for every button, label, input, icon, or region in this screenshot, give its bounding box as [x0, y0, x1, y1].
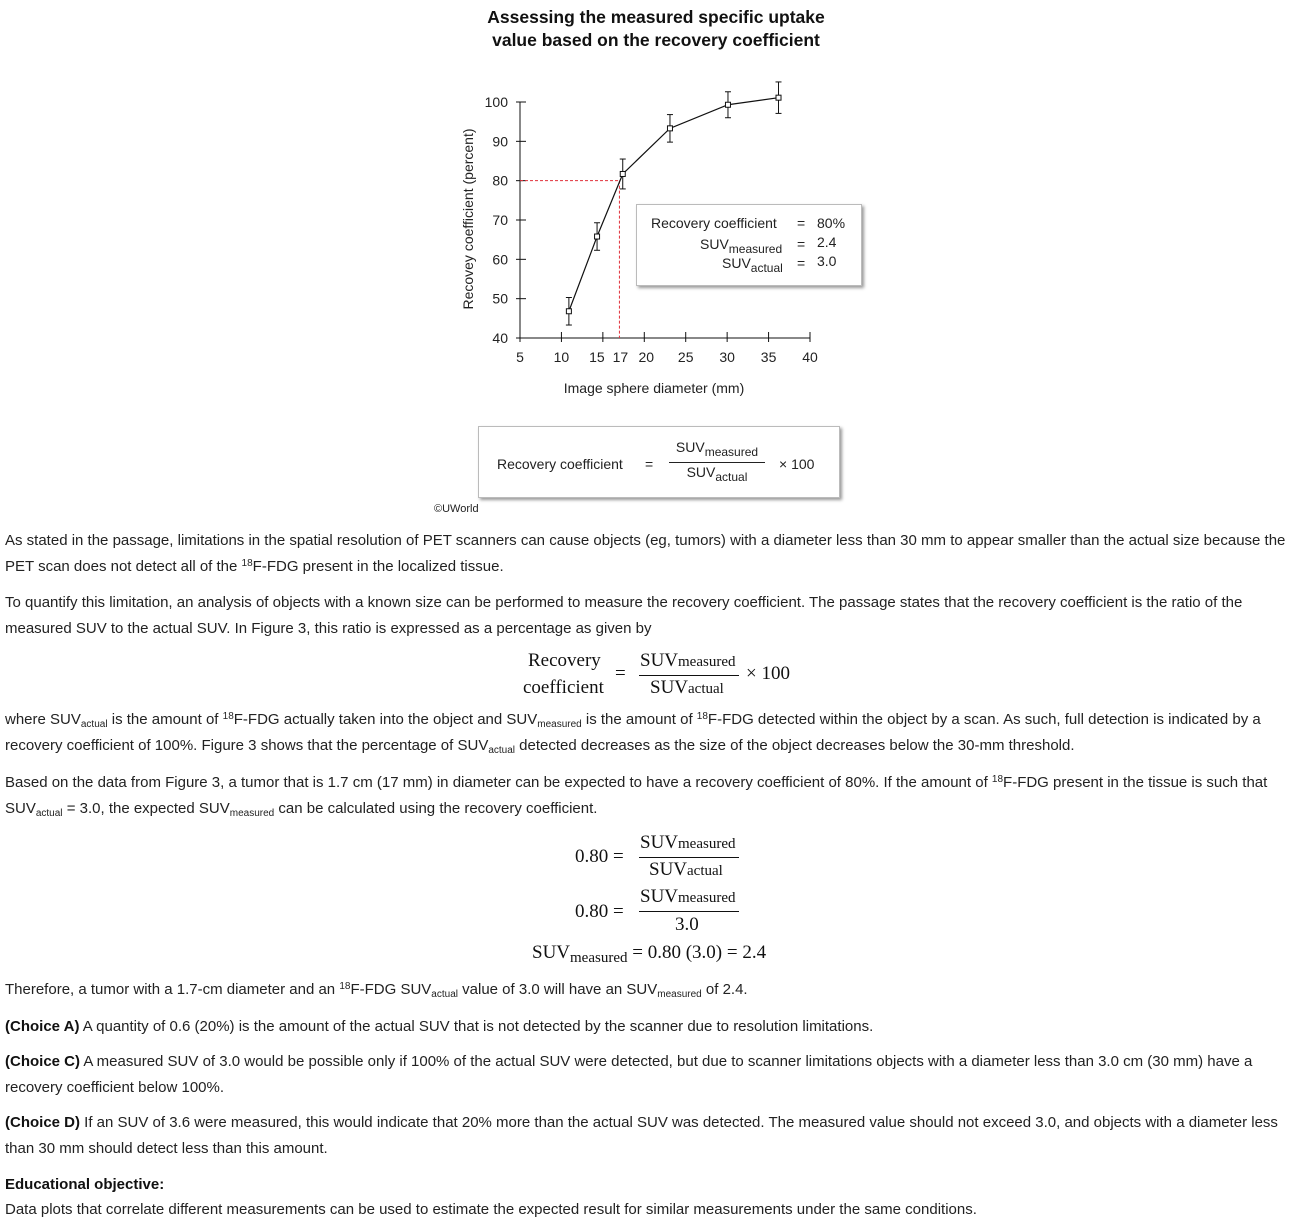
math-num-1: [640, 650, 736, 672]
legend-actual-value: 3.0: [817, 253, 837, 269]
p4-sub-measured: measured: [229, 808, 275, 819]
math-recovery-word: Recovery: [528, 650, 601, 671]
y-tick-label-60: 60: [492, 251, 508, 268]
formula-box: [478, 426, 840, 498]
paragraph-5: [5, 977, 1310, 1003]
y-axis-label: Recovey coefficient (percent): [460, 128, 476, 310]
choice-a-label: (Choice A): [5, 1018, 80, 1035]
chart-title-line2: value based on the recovery coefficient: [492, 30, 820, 50]
m3-suv-num: SUV: [640, 886, 679, 907]
choice-d-label: (Choice D): [5, 1114, 80, 1131]
math-step2-den: 3.0: [675, 914, 699, 935]
objective-text: Data plots that correlate different measurements can be used to estimate the expected result for similar measurements under the same conditions.: [5, 1201, 977, 1218]
p5-c: value of 3.0 will have an SUV: [457, 981, 658, 998]
formula-fraction-bar: [669, 462, 765, 463]
choice-a-text: A quantity of 0.6 (20%) is the amount of the actual SUV that is not detected by the scanner due to resolution limitations.: [79, 1018, 874, 1035]
paragraph-3: [5, 707, 1310, 759]
paragraph-1: [5, 528, 1310, 580]
formula-eq: =: [645, 456, 654, 472]
p3-c: F-FDG actually taken into the object and SUV: [233, 711, 538, 728]
math-result: [532, 942, 766, 964]
legend-suv-measured: [700, 236, 782, 256]
x-tick-label-30: 30: [719, 349, 735, 365]
m4-result: = 0.80 (3.0) = 2.4: [632, 942, 767, 963]
legend-measured-sub: measured: [728, 242, 783, 256]
p5-a: Therefore, a tumor with a 1.7-cm diameter and an: [5, 981, 340, 998]
objective-label: [5, 1172, 1310, 1198]
legend-actual-eq: =: [797, 255, 806, 271]
choice-d-text: If an SUV of 3.6 were measured, this would indicate that 20% more than the actual SUV was detected. The measured value should not exceed 3.0, and objects with a diameter less than 30 mm should detect less than this amount.: [5, 1114, 1278, 1157]
math-step-1: [575, 832, 775, 884]
sup-18: 18: [241, 558, 253, 569]
m4-measured: measured: [570, 950, 628, 966]
x-tick-label-5: 5: [516, 349, 524, 365]
p4-c: = 3.0, the expected SUV: [62, 800, 230, 817]
p3-sub-actual-2: actual: [488, 745, 516, 756]
math-step2-lhs: 0.80 =: [575, 901, 624, 922]
math-den-1: [650, 677, 724, 699]
formula-suv-den: SUV: [686, 464, 716, 480]
choice-a: [5, 1014, 1310, 1040]
m1-suv-den: SUV: [650, 677, 689, 698]
math-recovery-formula: [520, 648, 820, 704]
choice-c: [5, 1049, 1310, 1101]
p1-a: As stated in the passage, limitations in the spatial resolution of PET scanners can cause objects (eg, tumors) with a diameter less than 30 mm to appear smaller than the actual size because the PET scan does not detect all of the: [5, 532, 1286, 575]
p3-f: detected decreases as the size of the object decreases below the 30-mm threshold.: [515, 737, 1075, 754]
math-coefficient-word: coefficient: [523, 677, 604, 698]
math-fracbar-1: [639, 675, 739, 676]
p3-d: is the amount of: [581, 711, 697, 728]
x-tick-label-40: 40: [802, 349, 818, 365]
m1-actual: actual: [688, 681, 724, 697]
data-point-0: [566, 309, 571, 314]
data-point-5: [776, 95, 781, 100]
x-tick-label-35: 35: [760, 349, 777, 365]
y-tick-label-90: 90: [492, 133, 508, 150]
p3-sub-actual: actual: [80, 719, 108, 730]
m2-actual: actual: [687, 863, 723, 879]
formula-label: Recovery coefficient: [497, 456, 623, 472]
paragraph-2: To quantify this limitation, an analysis of objects with a known size can be performed to measure the recovery coefficient. The passage states that the recovery coefficient is the ratio of the measured SUV to the actual SUV. In Figure 3, this ratio is expressed as a percentage as given by: [5, 594, 1243, 637]
p5-sup-18: 18: [339, 981, 351, 992]
legend-measured-eq: =: [797, 236, 806, 252]
choice-c-text: A measured SUV of 3.0 would be possible only if 100% of the actual SUV were detected, but due to scanner limitations objects with a diameter less than 3.0 cm (30 mm) have a recovery coefficient below 100%.: [5, 1053, 1253, 1096]
chart-guides: [520, 181, 619, 338]
m4-suv: SUV: [532, 942, 571, 963]
y-tick-label-100: 100: [484, 94, 508, 110]
p3-sub-measured: measured: [537, 719, 582, 730]
choice-c-label: (Choice C): [5, 1053, 80, 1070]
m2-measured: measured: [678, 836, 736, 852]
math-fracbar-2: [639, 857, 739, 858]
formula-denominator: [667, 464, 767, 484]
p3-e: F-FDG detected within the object by a scan. As such, full detection is indicated by a recovery coefficient of 100%. Figure 3 shows that the percentage of SUV: [5, 711, 1261, 754]
p5-sub-actual: actual: [431, 989, 458, 1000]
math-step1-lhs: 0.80 =: [575, 846, 624, 867]
formula-num-sub: measured: [704, 445, 759, 459]
p4-a: Based on the data from Figure 3, a tumor that is 1.7 cm (17 mm) in diameter can be expected to have a recovery coefficient of 80%. If the amount of: [5, 774, 992, 791]
legend-actual-sub: actual: [750, 261, 783, 275]
x-tick-label-10: 10: [553, 349, 570, 365]
x-axis-label: Image sphere diameter (mm): [563, 380, 745, 396]
legend-suv-base-2: SUV: [722, 255, 751, 271]
y-tick-label-50: 50: [492, 290, 508, 307]
x-tick-label-20: 20: [638, 349, 655, 365]
legend-box: [636, 204, 862, 286]
math-fracbar-3: [639, 911, 739, 912]
math-step-2: [575, 886, 775, 938]
m1-suv-num: SUV: [640, 650, 679, 671]
legend-rc-label: Recovery coefficient: [651, 215, 777, 231]
p4-d: can be calculated using the recovery coefficient.: [274, 800, 598, 817]
m2-suv-num: SUV: [640, 832, 679, 853]
formula-numerator: [667, 439, 767, 459]
legend-suv-actual: [722, 255, 783, 275]
data-point-1: [595, 234, 600, 239]
x-tick-label-25: 25: [677, 349, 694, 365]
m3-measured: measured: [678, 890, 736, 906]
formula-den-sub: actual: [715, 470, 748, 484]
p3-a: where SUV: [5, 711, 81, 728]
p5-sub-measured: measured: [657, 989, 702, 1000]
data-point-3: [667, 126, 672, 131]
math-step1-den: [649, 859, 723, 881]
m1-measured: measured: [678, 654, 736, 670]
y-tick-label-40: 40: [492, 330, 508, 346]
math-step1-num: [640, 832, 736, 854]
p3-sup-18b: 18: [696, 711, 708, 722]
formula-suv-num: SUV: [675, 439, 705, 455]
x-tick-label-15: 15: [589, 349, 605, 365]
math-times-100: × 100: [746, 663, 790, 684]
legend-suv-base: SUV: [700, 236, 729, 252]
p4-sup-18: 18: [991, 774, 1004, 785]
chart-title-line1: Assessing the measured specific uptake: [487, 7, 825, 27]
p4-b: F-FDG present in the tissue is such that SUV: [5, 774, 1268, 817]
p5-b: F-FDG SUV: [350, 981, 432, 998]
copyright: ©UWorld: [434, 503, 479, 515]
p1-b: F-FDG present in the localized tissue.: [252, 558, 504, 575]
y-tick-label-80: 80: [492, 172, 508, 189]
choice-d: [5, 1110, 1310, 1162]
m2-suv-den: SUV: [649, 859, 688, 880]
x-highlight-label: 17: [612, 349, 629, 365]
legend-rc-eq: =: [797, 215, 806, 231]
objective-label-text: Educational objective:: [5, 1176, 165, 1193]
p3-b: is the amount of: [107, 711, 223, 728]
data-point-4: [725, 102, 730, 107]
legend-rc-value: 80%: [817, 215, 846, 231]
p3-sup-18a: 18: [222, 711, 234, 722]
math-eq-1: =: [615, 663, 626, 684]
formula-times: × 100: [779, 456, 815, 472]
legend-measured-value: 2.4: [817, 234, 837, 250]
paragraph-4: [5, 770, 1310, 822]
p4-sub-actual: actual: [35, 808, 63, 819]
data-point-2: [620, 171, 625, 176]
y-tick-label-70: 70: [492, 212, 508, 228]
math-step2-num: [640, 886, 736, 908]
chart-title: [0, 6, 1312, 52]
p5-d: of 2.4.: [701, 981, 748, 998]
